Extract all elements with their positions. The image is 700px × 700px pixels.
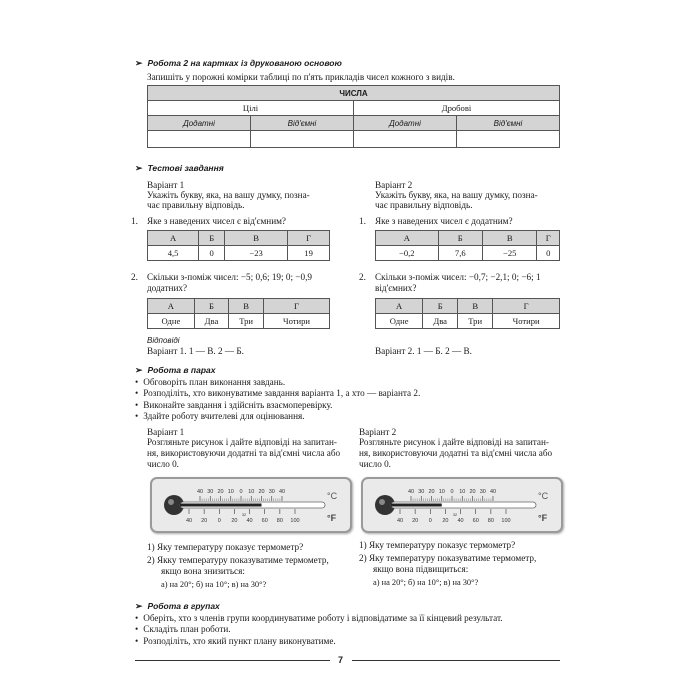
option-value[interactable]: Одне [148,314,195,329]
thermometer-v1 [150,477,352,533]
fahrenheit-tick-label: 60 [261,518,268,524]
table-header: ЧИСЛА [148,86,560,101]
option-value[interactable]: 0 [537,246,560,261]
fahrenheit-tick-label: 100 [501,518,511,524]
option-value[interactable]: −0,2 [376,246,439,261]
arrow-bullet-icon: ➢ [135,163,143,173]
variant1-q2-line2: додатних? [147,283,188,293]
fahrenheit-tick-label: 100 [290,518,300,524]
fahrenheit-tick-label: 40 [457,518,464,524]
option-letter: В [482,231,537,246]
celsius-tick-label: 30 [479,489,486,495]
section-title-text: Тестові завдання [147,163,224,173]
variant1-q1-table [147,230,330,261]
col-header: Додатні [354,116,457,131]
celsius-tick-label: 10 [459,489,466,495]
mercury-column [180,504,262,507]
q2-number: 2. [359,272,366,282]
fahrenheit-tick-label: 40 [246,518,253,524]
option-letter: А [376,231,439,246]
option-value[interactable]: Три [229,314,264,329]
option-letter: А [376,299,423,314]
variant1-q2b: якщо вона знизиться: [161,566,245,576]
instruction-text: Запишіть у порожні комірки таблиці по п'ять прикладів чисел кожного з видів. [147,72,455,82]
fahrenheit-tick-label: 80 [487,518,494,524]
celsius-tick-label: 20 [258,489,265,495]
fahrenheit-tick-label: 20 [412,518,419,524]
col-header: Від'ємні [251,116,354,131]
list-item: • Розподіліть, хто виконуватиме завдання варіанта 1, а хто — варіанта 2. [135,388,420,399]
col-header: Додатні [148,116,251,131]
freezing-mark-label: 32 [241,513,247,517]
option-letter: Г [537,231,560,246]
variant1-instr2: чає правильну відповідь. [147,200,245,210]
variant2-q2-table [375,298,560,329]
variant2-line: число 0. [359,459,391,469]
fahrenheit-tick-label: 0 [217,518,221,524]
celsius-tick-label: 40 [407,489,415,495]
variant2-title: Варіант 2 [375,180,413,190]
option-value[interactable]: Одне [376,314,423,329]
pairs-list [135,377,420,422]
thermometer-graphic [152,479,350,531]
variant1-line: число 0. [147,459,179,469]
option-letter: Б [423,299,458,314]
list-item: • Виконайте завдання і здійсніть взаємоперевірку. [135,400,420,411]
arrow-bullet-icon: ➢ [135,58,143,68]
list-item: • Обговоріть план виконання завдань. [135,377,420,388]
list-item: • Здайте роботу вчителеві для оцінювання. [135,411,420,422]
section-title-text: Робота 2 на картках із друкованою основою [147,58,342,68]
empty-cell[interactable] [354,131,457,148]
celsius-tick-label: 40 [278,489,286,495]
option-value[interactable]: 0 [199,246,225,261]
celsius-unit: °C [327,491,338,501]
option-value[interactable]: −23 [225,246,288,261]
celsius-tick-label: 0 [450,489,454,495]
variant2-line: ня, використовуючи додатні та від'ємні числа або [359,448,553,458]
celsius-tick-label: 20 [217,489,224,495]
variant2-line: Розгляньте рисунок і дайте відповіді на запитан- [359,437,549,447]
col-header: Від'ємні [457,116,560,131]
section-title-pairs [135,365,215,376]
variant1-answers: Варіант 1. 1 — В. 2 — Б. [147,346,244,356]
section-title-tests [135,163,224,174]
celsius-tick-label: 20 [469,489,476,495]
option-letter: В [225,231,288,246]
variant2-q1-table [375,230,560,261]
variant2-title: Варіант 2 [359,427,397,437]
fahrenheit-tick-label: 40 [396,518,404,524]
fahrenheit-tick-label: 0 [428,518,432,524]
page-number: 7 [338,655,344,665]
celsius-tick-label: 10 [227,489,234,495]
q2-number: 2. [131,272,138,282]
celsius-tick-label: 0 [239,489,243,495]
variant1-line: ня, використовуючи додатні та від'ємні числа або [147,448,341,458]
q1-number: 1. [359,216,366,226]
answers-label: Відповіді [147,336,180,345]
bulb-highlight [379,499,385,505]
option-letter: Г [288,231,330,246]
option-letter: Б [199,231,225,246]
variant1-title: Варіант 1 [147,180,185,190]
option-value[interactable]: 19 [288,246,330,261]
variant1-q2: 2) Якку температуру показуватиме термометр, [147,555,329,565]
option-letter: Б [194,299,228,314]
fahrenheit-tick-label: 20 [442,518,449,524]
mercury-column [391,504,442,507]
variant1-q1: 1) Яку температуру показує термометр? [147,542,304,552]
list-item: • Розподіліть, хто який пункт плану виконуватиме. [135,636,503,647]
section-title-text: Робота в групах [147,601,220,611]
fahrenheit-tick-label: 80 [276,518,283,524]
q1-number: 1. [131,216,138,226]
variant2-q2: 2) Яку температуру показуватиме термометр, [359,553,537,563]
list-item: • Складіть план роботи. [135,624,503,635]
variant2-instr2: чає правильну відповідь. [375,200,473,210]
bulb-highlight [168,499,174,505]
celsius-tick-label: 40 [489,489,497,495]
option-value[interactable]: −25 [482,246,537,261]
variant1-instr: Укажіть букву, яка, на вашу думку, позна- [147,190,310,200]
freezing-mark-label: 32 [452,513,458,517]
option-letter: Г [264,299,330,314]
option-value[interactable]: Два [423,314,458,329]
option-value[interactable]: Чотири [264,314,330,329]
option-letter: А [148,231,199,246]
numbers-table [147,85,560,148]
celsius-tick-label: 40 [196,489,204,495]
celsius-tick-label: 10 [248,489,255,495]
footer-rule [352,660,560,661]
fahrenheit-tick-label: 20 [231,518,238,524]
section-title-groups [135,601,220,612]
fahrenheit-tick-label: 40 [185,518,193,524]
list-item: • Оберіть, хто з членів групи координуватиме роботу і відповідатиме за її кінцевий результат. [135,613,503,624]
arrow-bullet-icon: ➢ [135,601,143,611]
variant2-q1: Яке з наведених чисел є додатним? [375,216,513,226]
variant2-answers: Варіант 2. 1 — Б. 2 — В. [375,346,472,356]
footer-rule [135,660,330,661]
variant1-q1: Яке з наведених чисел є від'ємним? [147,216,287,226]
empty-cell[interactable] [457,131,560,148]
fahrenheit-tick-label: 60 [472,518,479,524]
variant1-q2-table [147,298,330,329]
section-title-work2 [135,58,342,69]
option-letter: А [148,299,195,314]
option-letter: В [229,299,264,314]
fahrenheit-unit: °F [327,513,337,523]
celsius-tick-label: 30 [207,489,214,495]
celsius-tick-label: 20 [428,489,435,495]
option-value[interactable]: 7,6 [438,246,482,261]
fahrenheit-unit: °F [538,513,548,523]
variant2-q2b: якщо вона підвищиться: [373,564,469,574]
variant2-instr: Укажіть букву, яка, на вашу думку, позна- [375,190,538,200]
thermometer-v2 [361,477,563,533]
variant1-q2c: а) на 20°; б) на 10°; в) на 30°? [161,580,267,589]
variant1-title: Варіант 1 [147,427,185,437]
option-letter: Г [493,299,560,314]
celsius-tick-label: 10 [438,489,445,495]
groups-list [135,613,503,647]
option-value[interactable]: 4,5 [148,246,199,261]
option-value[interactable]: Три [458,314,493,329]
celsius-unit: °C [538,491,549,501]
celsius-tick-label: 30 [268,489,275,495]
group-whole: Цілі [148,101,354,116]
empty-cell[interactable] [148,131,251,148]
option-letter: Б [438,231,482,246]
option-value[interactable]: Чотири [493,314,560,329]
variant2-q2: Скільки з-поміж чисел: −0,7; −2,1; 0; −6; 1 [375,272,541,282]
empty-cell[interactable] [251,131,354,148]
option-letter: В [458,299,493,314]
celsius-tick-label: 30 [418,489,425,495]
fahrenheit-tick-label: 20 [201,518,208,524]
section-title-text: Робота в парах [147,365,216,375]
thermometer-graphic [363,479,561,531]
variant1-q2: Скільки з-поміж чисел: −5; 0,6; 19; 0; −0,9 [147,272,312,282]
variant1-line: Розгляньте рисунок і дайте відповіді на запитан- [147,437,337,447]
arrow-bullet-icon: ➢ [135,365,143,375]
variant2-q1: 1) Яку температуру показує термометр? [359,540,516,550]
group-fraction: Дробові [354,101,560,116]
option-value[interactable]: Два [194,314,228,329]
variant2-q2-line2: від'ємних? [375,283,417,293]
variant2-q2c: а) на 20°; б) на 10°; в) на 30°? [373,578,479,587]
